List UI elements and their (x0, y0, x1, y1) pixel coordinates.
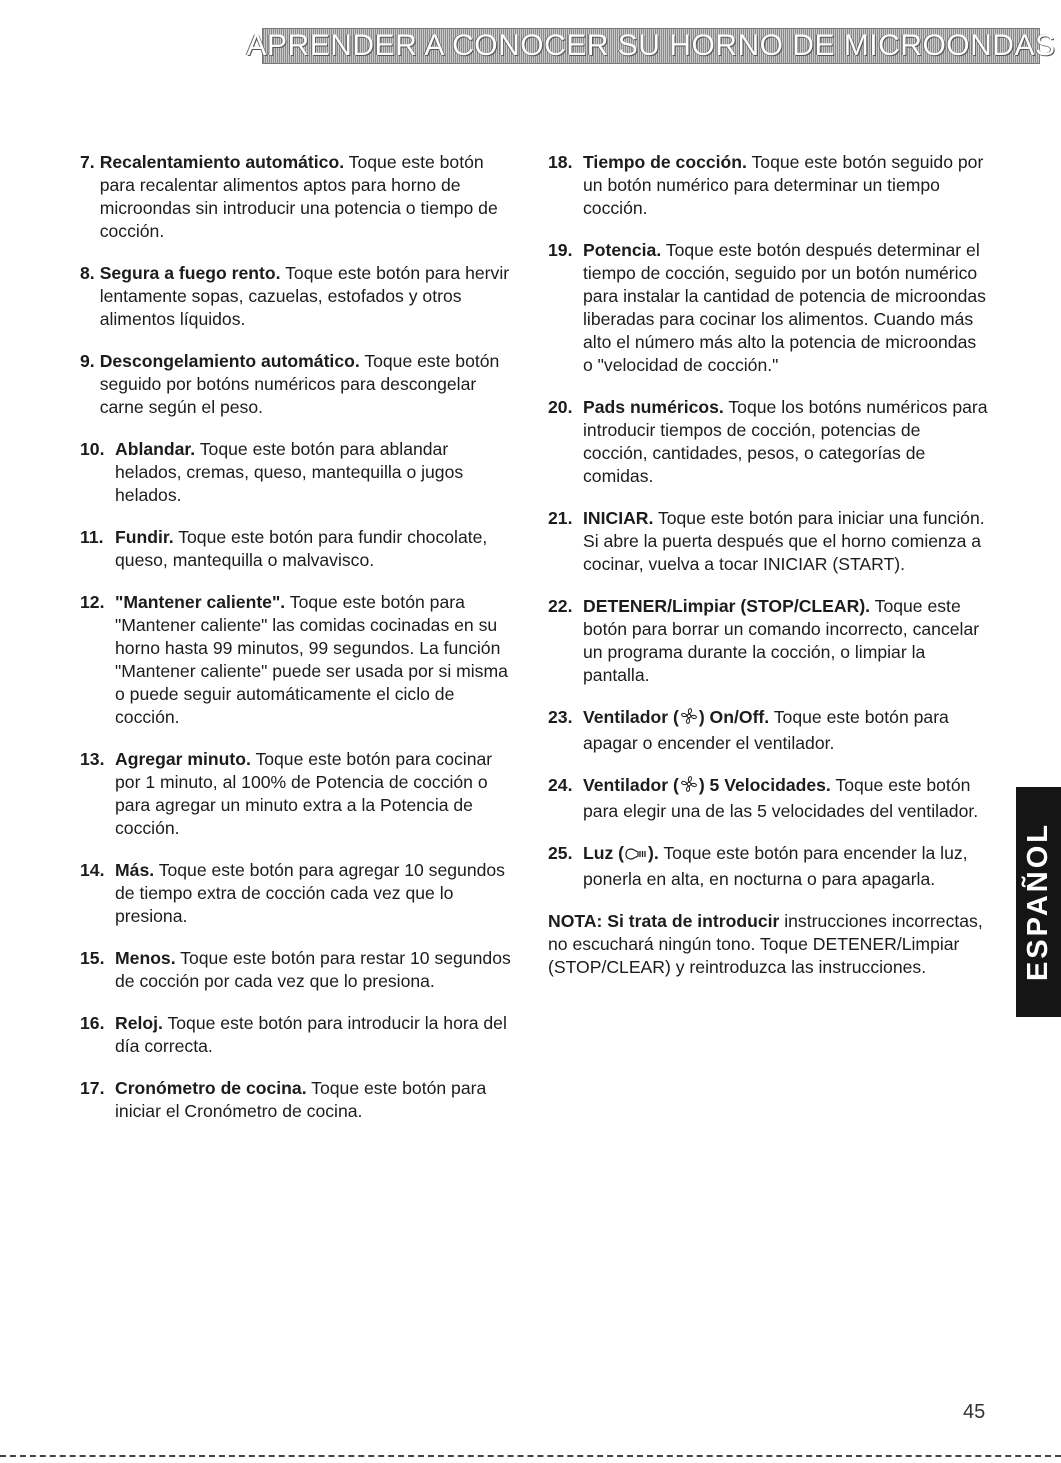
item-description: Toque este botón para restar 10 segundos de cocción por cada vez que lo presiona. (115, 948, 511, 991)
list-item (548, 774, 988, 823)
item-term: Más. (115, 860, 155, 880)
item-description: Toque este botón para elegir una de las 5 velocidades del ventilador. (583, 775, 979, 821)
item-number: 21. (548, 508, 573, 528)
list-item (548, 239, 988, 377)
item-term: Luz ( (583, 843, 625, 863)
item-description: Toque este botón para fundir chocolate, queso, mantequilla o malvavisco. (115, 527, 488, 570)
list-item (548, 595, 988, 687)
item-number: 8. (80, 263, 95, 283)
item-description: Toque este botón para hervir lentamente sopas, cazuelas, estofados y otros alimentos líquidos. (99, 263, 510, 329)
item-description: Toque este botón para introducir la hora del día correcta. (115, 1013, 507, 1056)
item-term-suffix: ). (648, 843, 659, 863)
item-number: 14. (80, 860, 105, 880)
item-term-suffix: ) 5 Velocidades. (698, 775, 831, 795)
item-term: Recalentamiento automático. (99, 152, 345, 172)
item-number: 20. (548, 397, 573, 417)
item-description: Toque este botón para ablandar helados, cremas, queso, mantequilla o jugos helados. (115, 439, 464, 505)
fan-icon (679, 706, 699, 732)
language-side-tab (1016, 787, 1061, 1017)
item-term: "Mantener caliente". (115, 592, 286, 612)
list-item (80, 591, 512, 729)
list-item (548, 706, 988, 755)
item-term: Cronómetro de cocina. (115, 1078, 307, 1098)
item-term: Agregar minuto. (115, 749, 251, 769)
list-item (80, 526, 512, 572)
item-number: 12. (80, 592, 105, 612)
list-item (80, 1012, 512, 1058)
item-number: 15. (80, 948, 105, 968)
item-description: Toque este botón para iniciar una función. Si abre la puerta después que el horno comienza a cocinar, vuelva a tocar INICIAR (START). (583, 508, 985, 574)
item-term: Menos. (115, 948, 176, 968)
item-number: 9. (80, 351, 95, 371)
item-term: Ventilador ( (583, 775, 679, 795)
item-description: Toque este botón para recalentar alimentos aptos para horno de microondas sin introducir una potencia o tiempo de cocción. (99, 152, 498, 241)
item-description: Toque este botón para encender la luz, ponerla en alta, en nocturna o para apagarla. (583, 843, 968, 889)
item-description: Toque este botón después determinar el tiempo de cocción, seguido por un botón numérico para instalar la cantidad de potencia de microondas liberadas para cocinar los alimentos. Cuando más alto el número más alto la potencia de microondas o "velocidad de cocción." (583, 240, 986, 375)
item-number: 22. (548, 596, 573, 616)
list-item (80, 151, 512, 243)
language-label: ESPAÑOL (1022, 822, 1054, 982)
item-term: Reloj. (115, 1013, 163, 1033)
item-term: Fundir. (115, 527, 174, 547)
section-title: APRENDER A CONOCER SU HORNO DE MICROONDAS (246, 29, 1056, 62)
item-number: 11. (80, 527, 104, 547)
list-item (80, 1077, 512, 1123)
list-item (548, 842, 988, 891)
left-column (80, 151, 512, 1142)
item-term: INICIAR. (583, 508, 654, 528)
item-description: Toque este botón para apagar o encender el ventilador. (583, 707, 949, 753)
section-header-banner (246, 28, 1056, 64)
fan-icon (679, 774, 699, 800)
list-item (80, 748, 512, 840)
list-item (548, 507, 988, 576)
item-number: 18. (548, 152, 573, 172)
item-term: Pads numéricos. (583, 397, 724, 417)
item-term: Tiempo de cocción. (583, 152, 747, 172)
note-text: instrucciones incorrectas, no escuchará ningún tono. Toque DETENER/Limpiar (STOP/CLEAR) y reintroduzca las instrucciones. (548, 911, 983, 977)
item-term: Descongelamiento automático. (99, 351, 360, 371)
item-term: Potencia. (583, 240, 662, 260)
item-description: Toque este botón para cocinar por 1 minuto, al 100% de Potencia de cocción o para agregar un minuto extra a la Potencia de cocción. (115, 749, 493, 838)
item-number: 10. (80, 439, 105, 459)
list-item (80, 350, 512, 419)
item-number: 19. (548, 240, 573, 260)
item-description: Toque este botón seguido por un botón numérico para determinar un tiempo cocción. (583, 152, 984, 218)
item-term-suffix: ) On/Off. (698, 707, 770, 727)
item-number: 24. (548, 775, 573, 795)
light-bulb-icon (624, 845, 648, 868)
list-item (80, 262, 512, 331)
right-column (548, 151, 988, 979)
item-description: Toque este botón para "Mantener caliente" las comidas cocinadas en su horno hasta 99 minutos, 99 segundos. La función "Mantener caliente" puede ser usada por si misma o puede seguir automáticamente el ciclo de cocción. (115, 592, 508, 727)
item-number: 17. (80, 1078, 105, 1098)
item-description: Toque este botón para borrar un comando incorrecto, cancelar un programa durante la cocción, o limpiar la pantalla. (583, 596, 980, 685)
item-description: Toque este botón seguido por botóns numéricos para descongelar carne según el peso. (99, 351, 500, 417)
note-label: NOTA: Si trata de introducir (548, 911, 780, 931)
list-item (548, 396, 988, 488)
item-term: Ablandar. (115, 439, 196, 459)
bottom-divider (0, 1455, 1061, 1457)
note-paragraph (548, 910, 988, 979)
item-description: Toque los botóns numéricos para introducir tiempos de cocción, potencias de cocción, cantidades, pesos, o categorías de comidas. (583, 397, 988, 486)
item-description: Toque este botón para iniciar el Cronómetro de cocina. (115, 1078, 487, 1121)
item-number: 16. (80, 1013, 105, 1033)
list-item (80, 947, 512, 993)
list-item (80, 859, 512, 928)
item-number: 25. (548, 843, 573, 863)
item-term: Segura a fuego rento. (99, 263, 281, 283)
page-number: 45 (963, 1401, 986, 1423)
item-number: 13. (80, 749, 105, 769)
list-item (548, 151, 988, 220)
list-item (80, 438, 512, 507)
item-term: Ventilador ( (583, 707, 679, 727)
item-number: 7. (80, 152, 95, 172)
item-number: 23. (548, 707, 573, 727)
item-term: DETENER/Limpiar (STOP/CLEAR). (583, 596, 871, 616)
item-description: Toque este botón para agregar 10 segundos de tiempo extra de cocción cada vez que lo presiona. (115, 860, 505, 926)
